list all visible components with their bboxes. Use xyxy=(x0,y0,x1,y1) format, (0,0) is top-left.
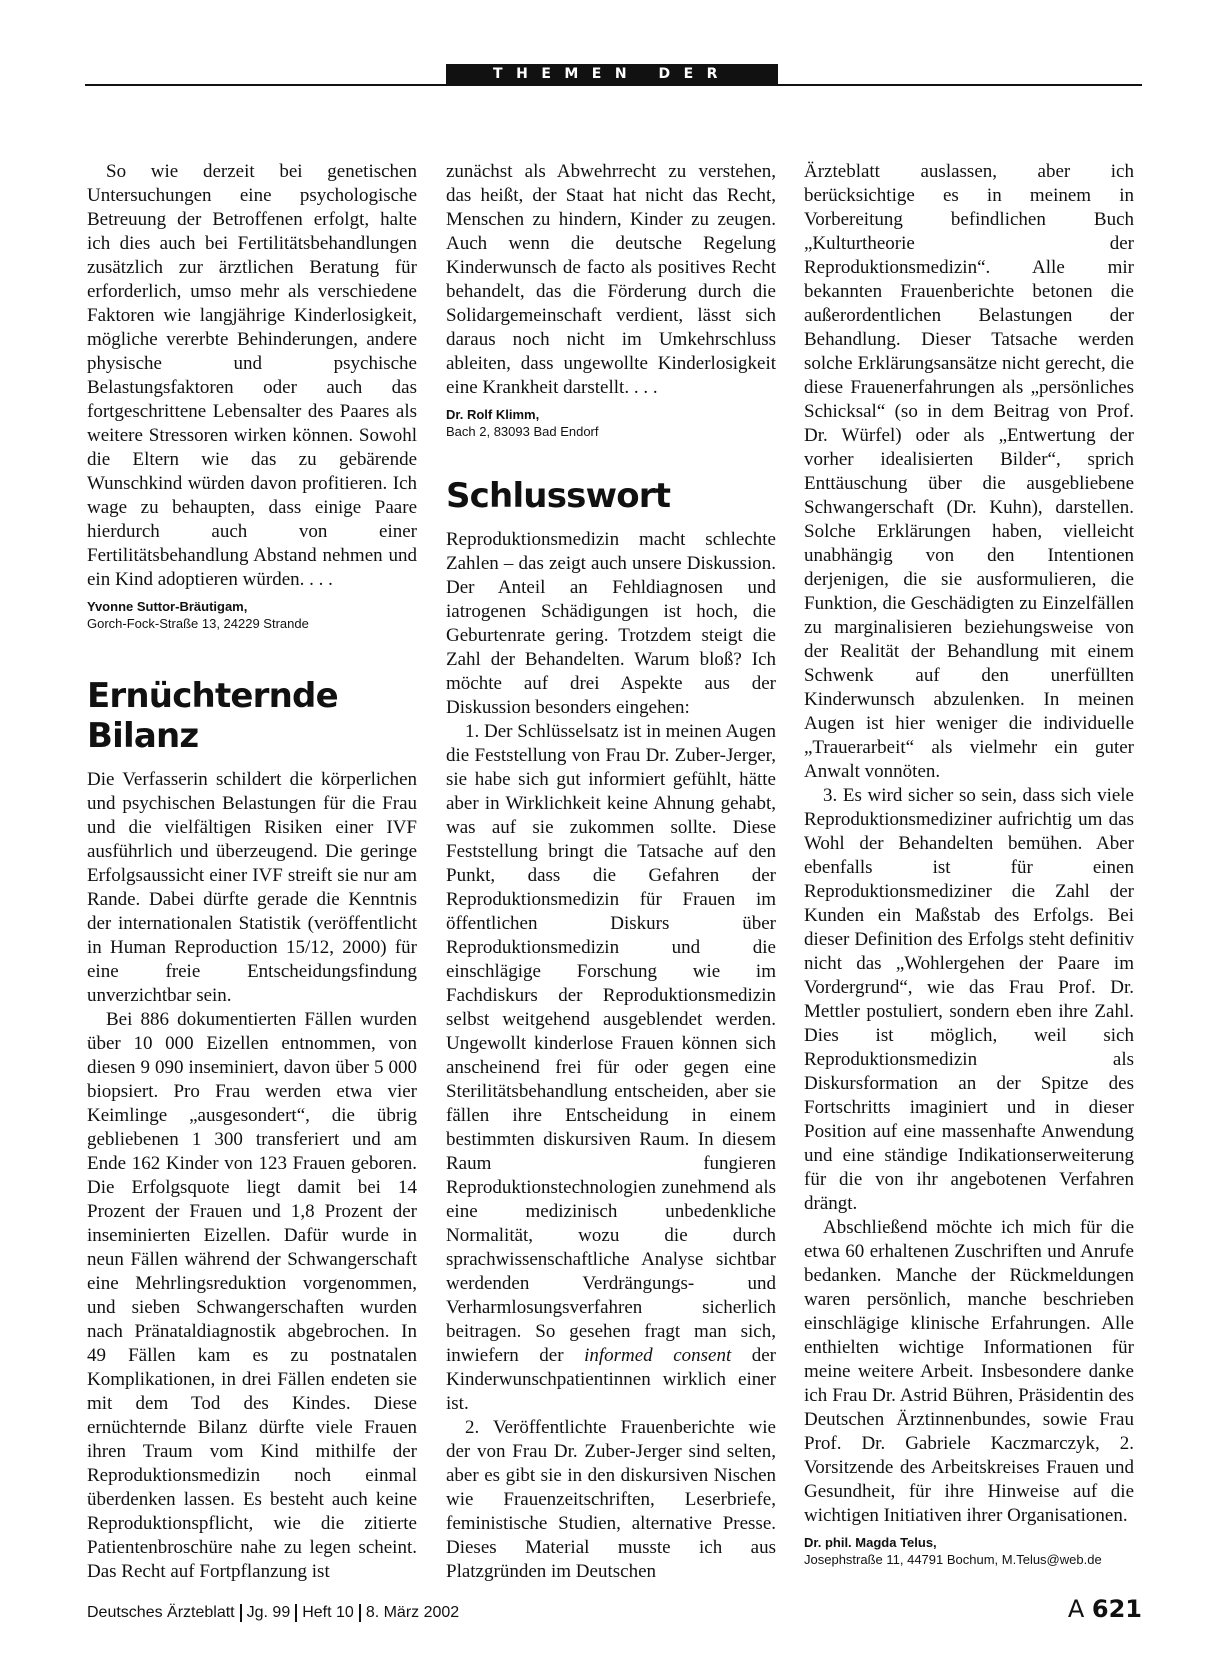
author-address: Gorch-Fock-Straße 13, 24229 Strande xyxy=(87,616,309,631)
letter-paragraph: Bei 886 dokumentierten Fällen wurden über 10 000 Eizellen entnommen, von diesen 9 090 inseminiert, davon über 5 000 biopsiert. Pro Frau werden etwa vier Keimlinge „ausgesondert“, die übrig gebliebenen 1 300 transferiert und am Ende 162 Kinder von 123 Frauen geboren. Die Erfolgsquote liegt damit bei 14 Prozent der Frauen und 1,8 Prozent der inseminierten Eizellen. Dafür wurde in neun Fällen während der Schwangerschaft eine Mehrlingsreduktion vorgenommen, und sieben Schwangerschaften wurden nach Pränataldiagnostik abgebrochen. In 49 Fällen kam es zu postnatalen Komplikationen, in drei Fällen endeten sie mit dem Tod des Kindes. Diese ernüchternde Bilanz dürfte viele Frauen ihren Traum vom Kind mithilfe der Reproduktionsmedizin noch einmal überdenken lassen. Es besteht auch keine Reproduktionspflicht, wie die zitierte Patientenbroschüre nahe zu legen scheint. Das Recht auf Fortpflanzung ist xyxy=(87,1009,417,1582)
reply-paragraph: Ärzteblatt auslassen, aber ich berücksichtige es in meinem in Vorbereitung befindlichen Buch „Kulturtheorie der Reproduktionsmedizin“. Alle mir bekannten Frauenberichte betonen die außerordentlichen Belastungen der Behandlung. Dieser Tatsache werden solche Erklärungsansätze nicht gerecht, die diese Frauenerfahrungen als „persönliches Schicksal“ (so in dem Beitrag von Prof. Dr. Würfel) oder als „Entwertung der vorher idealisierten Bilder“, sprich Enttäuschung über die ausgebliebene Schwangerschaft (Dr. Kuhn), darstellen. Solche Erklärungen haben, vielleicht unabhängig von den Intentionen derjenigen, die sie ausformulieren, die Funktion, die Geschädigten zu Einzelfällen zu marginalisieren beziehungsweise von der Realität der Behandlung mit einem Schwenk auf den unerfüllten Kinderwunsch abzulenken. In meinen Augen ist hier weniger die individuelle „Trauerarbeit“ als vielmehr ein guter Anwalt vonnöten. xyxy=(804,161,1134,782)
journal-name: Deutsches Ärzteblatt xyxy=(87,1604,235,1622)
reply-paragraph: 3. Es wird sicher so sein, dass sich viele Reproduktionsmediziner aufrichtig um das Wohl der Behandelten bemühen. Aber ebenfalls ist für einen Reproduktionsmediziner die Zahl der Kunden ein Maßstab des Erfolgs. Bei dieser Definition des Erfolgs steht definitiv nicht das „Wohlergehen der Paare im Vordergrund“, wie das Frau Prof. Dr. Mettler postuliert, sondern eben ihre Zahl. Dies ist möglich, weil sich Reproduktionsmedizin als Diskursformation an der Spitze des Fortschritts imaginiert und in dieser Position auf eine massenhafte Anwendung und eine ständige Indikationserweiterung für die von ihr angebotenen Verfahren drängt. xyxy=(804,785,1134,1214)
letter-paragraph: So wie derzeit bei genetischen Untersuchungen eine psychologische Betreuung der Betroffenen erfolgt, halte ich dies auch bei Fertilitätsbehandlungen zusätzlich zur ärztlichen Beratung für erforderlich, umso mehr als verschiedene Faktoren wie langjährige Kinderlosigkeit, mögliche vererbte Behinderungen, andere physische und psychische Belastungsfaktoren oder auch das fortgeschrittene Lebensalter des Paares als weitere Stressoren wirken können. Sowohl die Eltern wie das zu gebärende Wunschkind würden davon profitieren. Ich wage zu behaupten, dass einige Paare hierdurch auch von einer Fertilitätsbehandlung Abstand nehmen und ein Kind adoptieren würden. . . . xyxy=(87,161,417,590)
letter-paragraph: Die Verfasserin schildert die körperlichen und psychischen Belastungen für die Frau und die vielfältigen Risiken einer IVF ausführlich und überzeugend. Die geringe Erfolgsaussicht einer IVF streift sie nur am Rande. Dabei dürfte gerade die Kenntnis der internationalen Statistik (veröffentlicht in Human Reproduction 15/12, 2000) für eine freie Entscheidungsfindung unverzichtbar sein. xyxy=(87,769,417,1006)
column-3 xyxy=(804,160,1134,1568)
page-number-value: 621 xyxy=(1091,1595,1142,1623)
footer-separator xyxy=(240,1604,242,1622)
article-heading: Schlusswort xyxy=(446,476,671,516)
author-name: Dr. phil. Magda Telus, xyxy=(804,1535,937,1550)
section-header: THEMEN DER ZEIT xyxy=(446,64,778,85)
article-heading: Ernüchternde Bilanz xyxy=(87,676,338,756)
italic-term: informed consent xyxy=(584,1345,732,1366)
author-name: Yvonne Suttor-Bräutigam, xyxy=(87,599,248,614)
journal-date: 8. März 2002 xyxy=(365,1604,460,1622)
reply-paragraph xyxy=(446,720,776,1416)
author-name: Dr. Rolf Klimm, xyxy=(446,407,540,422)
footer-separator xyxy=(359,1604,361,1622)
column-1 xyxy=(87,160,417,1584)
column-2 xyxy=(446,160,776,1584)
page-prefix: A xyxy=(1067,1595,1085,1623)
letter-paragraph: zunächst als Abwehrrecht zu verstehen, das heißt, der Staat hat nicht das Recht, Menschen zu hindern, Kinder zu zeugen. Auch wenn die deutsche Regelung Kinderwunsch de facto als positives Recht behandelt, das die Förderung durch die Solidargemeinschaft verdient, lässt sich daraus noch nicht im Umkehrschluss ableiten, dass ungewollte Kinderlosigkeit eine Krankheit darstellt. . . . xyxy=(446,161,776,398)
reply-text: 1. Der Schlüsselsatz ist in meinen Augen die Feststellung von Frau Dr. Zuber-Jerger, sie habe sich gut informiert gefühlt, hätte aber in Wirklichkeit keine Ahnung gehabt, was auf sie zukommen sollte. Diese Feststellung bringt die Tatsache auf den Punkt, dass die Gefahren der Reproduktionsmedizin für Frauen im öffentlichen Diskurs über Reproduktionsmedizin und die einschlägige Forschung wie im Fachdiskurs der Reproduktionsmedizin selbst weitgehend ausgeblendet werden. Ungewollt kinderlose Frauen können sich anscheinend frei für oder gegen eine Sterilitätsbehandlung entscheiden, aber sie fällen ihre Entscheidung in einem bestimmten diskursiven Raum. In diesem Raum fungieren Reproduktionstechnologien zunehmend als eine medizinisch unbedenkliche Normalität, wozu die durch sprachwissenschaftliche Analyse sichtbar werdenden Verdrängungs- und Verharmlosungsverfahren sicherlich beitragen. So gesehen fragt man sich, inwiefern der xyxy=(446,721,776,1366)
reply-paragraph: Abschließend möchte ich mich für die etwa 60 erhaltenen Zuschriften und Anrufe bedanken. Manche der Rückmeldungen waren persönlich, manche beschrieben einschlägige klinische Erfahrungen. Alle enthielten wichtige Informationen für meine weitere Arbeit. Insbesondere danke ich Frau Dr. Astrid Bühren, Präsidentin des Deutschen Ärztinnenbundes, sowie Frau Prof. Dr. Gabriele Kaczmarczyk, 2. Vorsitzende des Arbeitskreises Frauen und Gesundheit, für ihre Hinweise auf die wichtigen Initiativen ihrer Organisationen. xyxy=(804,1217,1134,1526)
reply-paragraph: Reproduktionsmedizin macht schlechte Zahlen – das zeigt auch unsere Diskussion. Der Anteil an Fehldiagnosen und iatrogenen Schädigungen ist hoch, die Geburtenrate gering. Trotzdem steigt die Zahl der Behandelten. Warum bloß? Ich möchte auf drei Aspekte aus der Diskussion besonders eingehen: xyxy=(446,529,776,718)
footer-separator xyxy=(295,1604,297,1622)
author-address: Josephstraße 11, 44791 Bochum, M.Telus@web.de xyxy=(804,1552,1102,1567)
reply-text: der Kinderwunschpatientinnen wirklich einer ist. xyxy=(446,1345,776,1414)
journal-volume: Jg. 99 xyxy=(246,1604,291,1622)
journal-issue: Heft 10 xyxy=(302,1604,354,1622)
footer xyxy=(87,1604,459,1622)
reply-paragraph: 2. Veröffentlichte Frauenberichte wie der von Frau Dr. Zuber-Jerger sind selten, aber es gibt sie in den diskursiven Nischen wie Frauenzeitschriften, Leserbriefe, feministische Studien, alternative Presse. Dieses Material musste ich aus Platzgründen im Deutschen xyxy=(446,1417,776,1582)
page-number xyxy=(1068,1595,1142,1623)
author-address: Bach 2, 83093 Bad Endorf xyxy=(446,424,599,439)
